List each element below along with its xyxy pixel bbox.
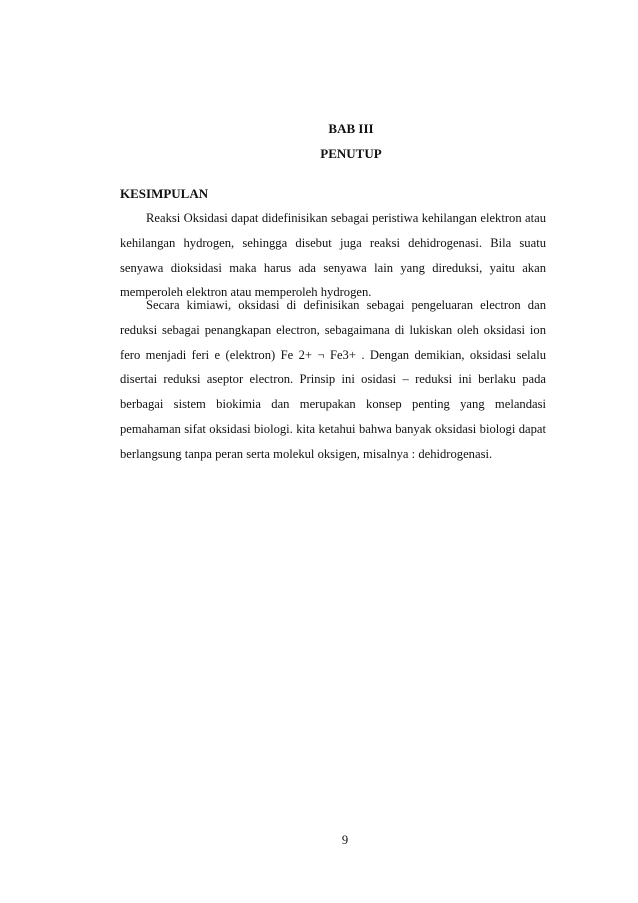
chapter-title: PENUTUP [320,146,382,161]
page-number: 9 [341,833,349,847]
paragraph-2-text: Secara kimiawi, oksidasi di definisikan sebagai pengeluaran electron dan reduksi sebagai penangkapan electron, sebagaimana di lukiskan oleh oksidasi ion fero menjadi feri e (elektron) Fe 2+ ¬ Fe3+ . Dengan demikian, oksidasi selalu disertai reduksi aseptor electron. Prinsip ini osidasi – reduksi ini berlaku pada berbagai sistem biokimia dan merupakan konsep penting yang melandasi pemahaman sifat oksidasi biologi. kita ketahui bahwa banyak oksidasi biologi dapat berlangsung tanpa peran serta molekul oksigen, misalnya : dehidrogenasi. [120,298,546,461]
paragraph-1 [120,206,546,305]
section-heading: KESIMPULAN [120,186,209,201]
paragraph-1-text: Reaksi Oksidasi dapat didefinisikan sebagai peristiwa kehilangan elektron atau kehilangan hydrogen, sehingga disebut juga reaksi dehidrogenasi. Bila suatu senyawa dioksidasi maka harus ada senyawa lain yang direduksi, yaitu akan memperoleh elektron atau memperoleh hydrogen. [120,211,546,300]
chapter-number: BAB III [328,121,374,136]
paragraph-2 [120,293,546,467]
